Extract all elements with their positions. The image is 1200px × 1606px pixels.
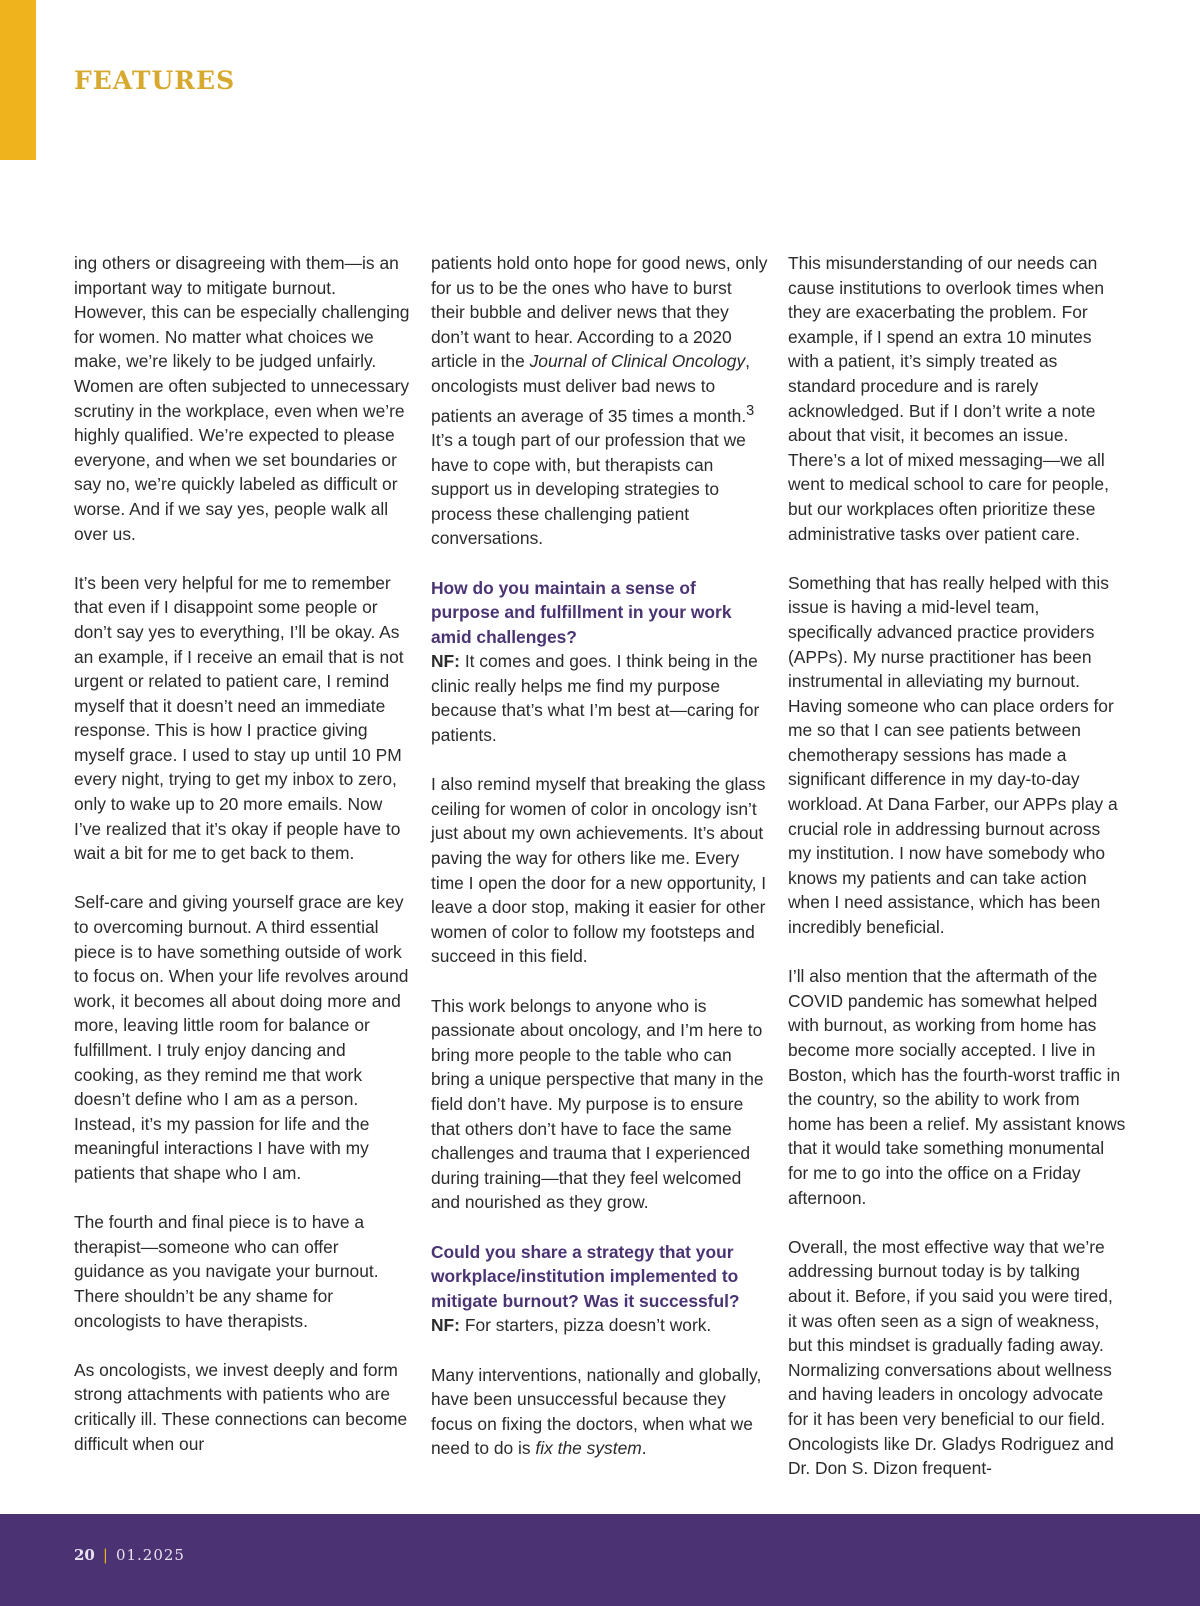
- interview-answer: For starters, pizza doesn’t work.: [459, 1315, 712, 1336]
- qa-block: [431, 1240, 769, 1338]
- folio: [74, 1546, 185, 1564]
- folio-separator: |: [102, 1546, 108, 1564]
- qa-block: [431, 576, 769, 748]
- paragraph-text: .: [641, 1438, 647, 1459]
- page-footer: [0, 1514, 1200, 1606]
- paragraph: This misunderstanding of our needs can cause institutions to overlook times when they are exacerbating the problem. For example, if I spend an extra 10 minutes with a patient, it’s simply treated as standard procedure and is rarely acknowledged. But if I don’t write a note about that visit, it becomes an issue. There’s a lot of mixed messaging—we all went to medical school to care for people, but our workplaces often prioritize these administrative tasks over patient care.: [788, 253, 1109, 544]
- paragraph-text: patients hold onto hope for good news, only for us to be the ones who have to burst their bubble and deliver news that they don’t want to hear. According to a 2020 article in the: [431, 253, 768, 372]
- speaker-label: NF:: [431, 651, 460, 672]
- interview-answer: It comes and goes. I think being in the clinic really helps me find my purpose because that’s what I’m best at—caring for patients.: [431, 651, 760, 746]
- paragraph: The fourth and final piece is to have a therapist—someone who can offer guidance as you navigate your burnout. There shouldn’t be any shame for oncologists to have therapists.: [74, 1212, 379, 1331]
- paragraph: I also remind myself that breaking the glass ceiling for women of color in oncology isn’t just about my own achievements. It’s about paving the way for others like me. Every time I open the door for a new opportunity, I leave a door stop, making it easier for other women of color to follow my footsteps and succeed in this field.: [431, 774, 767, 967]
- section-accent-bar: [0, 0, 36, 160]
- paragraph: I’ll also mention that the aftermath of the COVID pandemic has somewhat helped with burnout, as working from home has become more socially accepted. I live in Boston, which has the fourth-worst traffic in the country, so the ability to work from home has been a relief. My assistant knows that it would take something monumental for me to go into the office on a Friday afternoon.: [788, 966, 1126, 1208]
- issue-date: 01.2025: [115, 1546, 185, 1564]
- paragraph-text: It’s a tough part of our profession that we have to cope with, but therapists can support us in developing strategies to process these challenging patient conversations.: [431, 429, 746, 549]
- column-2: [431, 251, 769, 1505]
- journal-title: Journal of Clinical Oncology: [529, 351, 746, 372]
- paragraph: ing others or disagreeing with them—is an important way to mitigate burnout. However, this can be especially challenging for women. No matter what choices we make, we’re likely to be judged unfairly. Women are often subjected to unnecessary scrutiny in the workplace, even when we’re highly qualified. We’re expected to please everyone, and when we set boundaries or say no, we’re quickly labeled as difficult or worse. And if we say yes, people walk all over us.: [74, 253, 410, 544]
- page-number: 20: [74, 1546, 95, 1564]
- paragraph-text: Many interventions, nationally and globally, have been unsuccessful because they focus on fixing the doctors, when what we need to do is: [431, 1364, 762, 1459]
- paragraph: Something that has really helped with this issue is having a mid-level team, specifically advanced practice providers (APPs). My nurse practitioner has been instrumental in alleviating my burnout. Having someone who can place orders for me so that I can see patients between chemotherapy sessions has made a significant difference in my day-to-day workload. At Dana Farber, our APPs play a crucial role in addressing burnout across my institution. I now have somebody who knows my patients and can take action when I need assistance, which has been incredibly beneficial.: [788, 572, 1118, 938]
- interview-question: Could you share a strategy that your workplace/institution implemented to mitigate burnout? Was it successful?: [431, 1241, 740, 1311]
- article-body: [74, 251, 1126, 1505]
- paragraph: It’s been very helpful for me to remember that even if I disappoint some people or don’t say yes to everything, I’ll be okay. As an example, if I receive an email that is not urgent or related to patient care, I remind myself that it doesn’t need an immediate response. This is how I practice giving myself grace. I used to stay up until 10 PM every night, trying to get my inbox to zero, only to wake up to 20 more emails. Now I’ve realized that it’s okay if people have to wait a bit for me to get back to them.: [74, 572, 404, 864]
- paragraph: Overall, the most effective way that we’re addressing burnout today is by talking about it. Before, if you said you were tired, it was often seen as a sign of weakness, but this mindset is gradually fading away. Normalizing conversations about wellness and having leaders in oncology advocate for it has been very beneficial to our field. Oncologists like Dr. Gladys Rodriguez and Dr. Don S. Dizon frequent-: [788, 1236, 1114, 1479]
- paragraph: This work belongs to anyone who is passionate about oncology, and I’m here to bring more people to the table who can bring a unique perspective that many in the field don’t have. My purpose is to ensure that others don’t have to face the same challenges and trauma that I experienced during training—that they feel welcomed and nourished as they grow.: [431, 995, 764, 1213]
- footnote-ref: 3: [746, 402, 755, 419]
- paragraph: Self-care and giving yourself grace are key to overcoming burnout. A third essential piece is to have something outside of work to focus on. When your life revolves around work, it becomes all about doing more and more, leaving little room for balance or fulfillment. I truly enjoy dancing and cooking, as they remind me that work doesn’t define who I am as a person. Instead, it’s my passion for life and the meaningful interactions I have with my patients that shape who I am.: [74, 892, 409, 1183]
- paragraph: As oncologists, we invest deeply and form strong attachments with patients who are critically ill. These connections can become difficult when our: [74, 1359, 408, 1454]
- column-3: [788, 251, 1126, 1505]
- paragraph: [431, 1363, 769, 1461]
- emphasis: fix the system: [535, 1438, 642, 1459]
- interview-question: How do you maintain a sense of purpose and fulfillment in your work amid challenges?: [431, 577, 732, 647]
- column-1: [74, 251, 412, 1505]
- section-label: FEATURES: [74, 66, 236, 95]
- paragraph-text: , oncologists must deliver bad news to patients an average of 35 times a month.: [431, 351, 751, 426]
- speaker-label: NF:: [431, 1315, 460, 1336]
- paragraph: [431, 251, 769, 551]
